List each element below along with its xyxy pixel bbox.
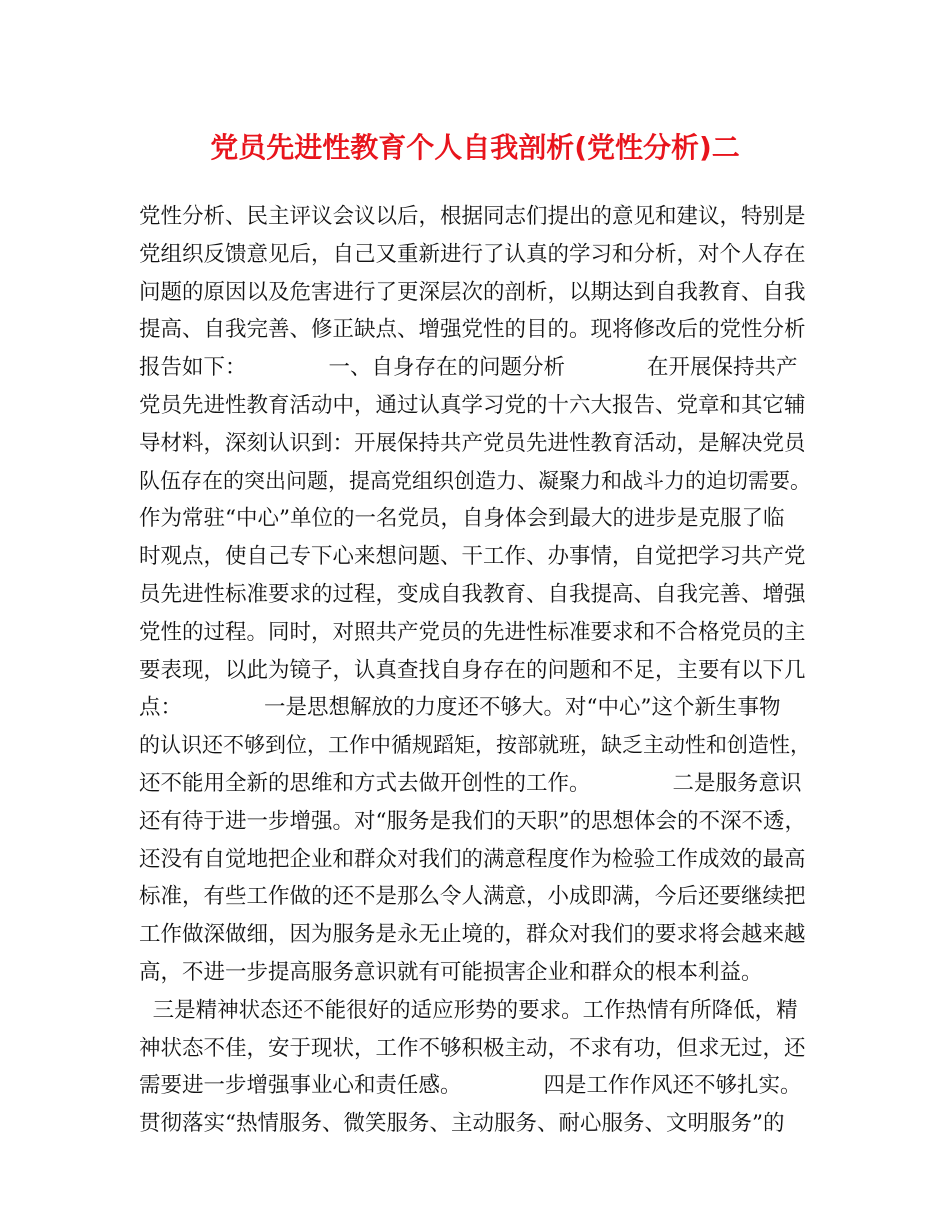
body-line: 作为常驻“中心”单位的一名党员，自身体会到最大的进步是克服了临 [139, 506, 785, 532]
body-line: 点： 一是思想解放的力度还不够大。对“中心”这个新生事物 [139, 695, 781, 721]
body-line: 导材料，深刻认识到：开展保持共产党员先进性教育活动，是解决党员 [139, 430, 806, 456]
body-line: 贯彻落实“热情服务、微笑服务、主动服务、耐心服务、文明服务”的 [139, 1111, 785, 1137]
body-line: 报告如下： 一、自身存在的问题分析 在开展保持共产 [139, 355, 798, 381]
body-line: 还有待于进一步增强。对“服务是我们的天职”的思想体会的不深不透， [139, 808, 806, 834]
body-line: 党性的过程。同时，对照共产党员的先进性标准要求和不合格党员的主 [139, 619, 806, 645]
body-line: 工作做深做细，因为服务是永无止境的，群众对我们的要求将会越来越 [139, 922, 806, 948]
body-line: 高，不进一步提高服务意识就有可能损害企业和群众的根本利益。 [139, 959, 763, 985]
body-line: 党性分析、民主评议会议以后，根据同志们提出的意见和建议，特别是 [139, 204, 806, 229]
body-line: 需要进一步增强事业心和责任感。 四是工作作风还不够扎实。 [139, 1073, 802, 1099]
body-line: 党组织反馈意见后，自己又重新进行了认真的学习和分析，对个人存在 [139, 241, 806, 267]
body-line: 时观点，使自己专下心来想问题、干工作、办事情，自觉把学习共产党 [139, 544, 806, 570]
body-line: 的认识还不够到位，工作中循规蹈矩，按部就班，缺乏主动性和创造性， [139, 733, 811, 758]
document-title: 党员先进性教育个人自我剖析(党性分析)二 [210, 131, 740, 164]
body-line: 问题的原因以及危害进行了更深层次的剖析，以期达到自我教育、自我 [139, 279, 806, 305]
body-line: 队伍存在的突出问题，提高党组织创造力、凝聚力和战斗力的迫切需要。 [139, 468, 811, 493]
body-line: 员先进性标准要求的过程，变成自我教育、自我提高、自我完善、增强 [139, 581, 806, 607]
body-line: 要表现，以此为镜子，认真查找自身存在的问题和不足，主要有以下几 [139, 657, 806, 683]
body-line: 提高、自我完善、修正缺点、增强党性的目的。现将修改后的党性分析 [139, 317, 806, 343]
body-line: 党员先进性教育活动中，通过认真学习党的十六大报告、党章和其它辅 [139, 392, 806, 418]
document-body [139, 198, 814, 1143]
body-line: 还不能用全新的思维和方式去做开创性的工作。 二是服务意识 [139, 770, 802, 796]
body-line: 三是精神状态还不能很好的适应形势的要求。工作热情有所降低，精 [139, 997, 798, 1023]
body-line: 神状态不佳，安于现状，工作不够积极主动，不求有功，但求无过，还 [139, 1035, 806, 1061]
body-line: 还没有自觉地把企业和群众对我们的满意程度作为检验工作成效的最高 [139, 846, 806, 872]
body-line: 标准，有些工作做的还不是那么令人满意，小成即满，今后还要继续把 [139, 884, 806, 910]
